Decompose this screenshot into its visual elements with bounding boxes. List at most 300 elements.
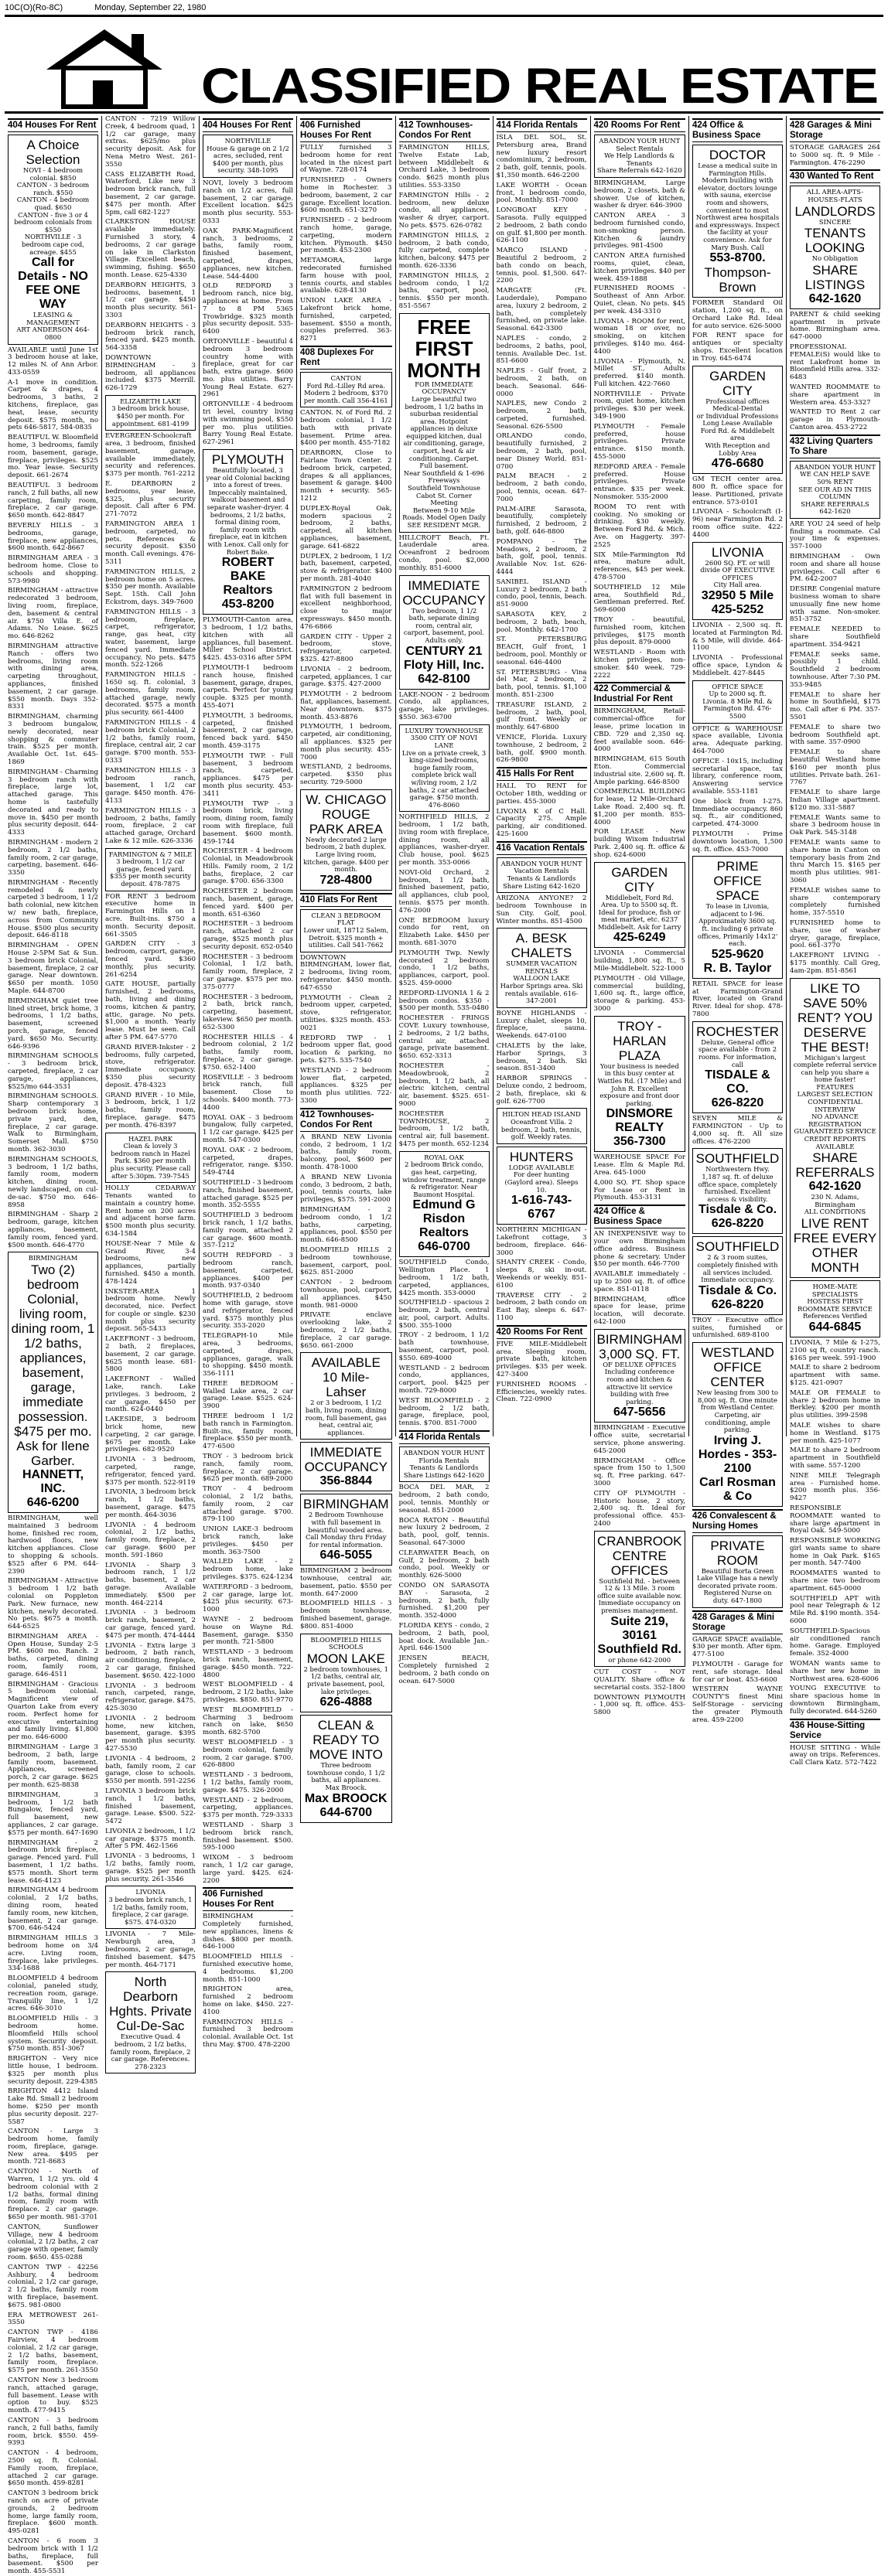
display-ad-line: LIVE RENT FREE EVERY OTHER MONTH (793, 1216, 877, 1275)
classified-ad: FURNISHED ROOMS - Efficiencies, weekly rates. Clean. 722-0900 (496, 1380, 587, 1404)
classified-ad: ROCHESTER 2 bedroom ranch, basement, garage, fenced yard. $400 per month. 651-6360 (203, 888, 293, 918)
classified-ad: COMMERCIAL BUILDING for lease, 12 Mile-Orchard Lake Road. 2,400 sq. ft. $1,200 per month. 855-4000 (593, 788, 685, 826)
classified-ad: PALM-AIRE Sarasota, beautifully, completely furnished, 2 bedroom, 2 bath, golf. 646-8800 (496, 505, 587, 537)
display-ad (300, 1494, 392, 1566)
classified-ad: WESTLAND - 3 bedroom, 1 1/2 baths, family room, garage. $475. 326-2000 (203, 1771, 293, 1794)
classified-ad: BIRMINGHAM, Large bedroom, 2 closets, bath & shower. Use of kitchen, washer & dryer. 646-3900 (593, 179, 685, 210)
classified-ad: LIVONIA 3 bedroom brick ranch, 1 1/2 baths, finished basement, garage. Lease. $500. 522-5472 (105, 1787, 196, 1826)
display-ad-line: NO ADVANCE REGISTRATION (808, 1113, 862, 1128)
display-ad-line: 642-1620 (808, 291, 862, 305)
classified-ad: A BRAND NEW Livonia condo, 2 bedroom, 1 1/2 baths, family room, balcony, pool, $600 per month. 478-1000 (300, 1133, 392, 1172)
classified-ad: ORLANDO condo, beautifully furnished, 2 bedroom, 2 bath, pool, near Disney World. 851-0700 (496, 432, 587, 471)
classified-ad: DEARBORN, Close to Fairlane Town Center. 2 bedroom brick, carpeted, drapes & all appliances, basement & garage. $400 month + security. 565-1212 (300, 449, 392, 503)
display-ad-line: CREDIT REPORTS AVAILABLE (804, 1135, 866, 1150)
display-ad-line: LUXURY TOWNHOUSE (405, 726, 483, 734)
classified-ad: WATERFORD - 3 bedroom, 2 car garage, large lot. $425 plus security. 673-1000 (203, 1583, 293, 1614)
display-ad-line: CLEAN & READY TO MOVE INTO (309, 1718, 383, 1763)
display-ad-line: Your business is needed in this busy center at Wattles Rd. (17 Mile) and John R. Excellent exposure and front door parking. (597, 1061, 681, 1107)
classified-ad: ROYAL OAK - 2 bedroom, carpeted, drapes, refrigerator, range. $350. 549-4744 (203, 1146, 293, 1177)
display-ad-line: BIRMINGHAM (303, 1497, 389, 1512)
classified-ad: PLYMOUTH-1 bedroom ranch house, finished basement, garage, drapes, carpets. Perfect for young couple. $325 per month. 455-4071 (203, 663, 293, 710)
display-ad-line: NOVI - 4 bedroom colonial. $850 (22, 166, 84, 182)
display-ad-line: SOUTHFIELD (695, 1151, 780, 1167)
classified-ad: EVERGREEN-Schoolcraft area, 3 bedroom, finished basement, garage, available immediately, security and references. $375 per month. 761-2212 (105, 432, 196, 479)
display-ad-line: HAZEL PARK (128, 1134, 172, 1143)
column-6 (494, 116, 591, 1436)
display-ad-line: Oceanfront Villa. 2 bedroom, 2 bath, tennis, golf. Weekly rates. (500, 1118, 582, 1141)
display-ad-line: ROOMMATE SERVICE (797, 1304, 873, 1313)
display-ad-line: A Choice Selection (26, 138, 80, 167)
classified-ad: CANTON, Sunflower Village, new 4 bedroom colonial, 2 1/2 baths, 2 car garage with opener, family room. $650. 455-0288 (8, 2223, 98, 2262)
classified-ad: CONDO ON SARASOTA BAY - Sarasota, 2 bedroom, 2 bath, fully furnished. $1,200 per month. 352-4000 (398, 1581, 490, 1620)
classified-ad: TROY - Executive office suites, furnished or unfurnished. 689-8100 (692, 1316, 783, 1340)
classified-ad: CUT COST - NOT QUALITY. Share office & secretarial costs. 352-1800 (593, 1668, 685, 1692)
classified-ad: WEST BLOOMFIELD - 2 bedroom, 2 1/2 bath, garage, fireplace, pool, tennis. $700. 851-7000 (398, 1396, 490, 1428)
classified-ad: LIVONIA, 3 bedroom brick ranch, 1 1/2 baths, basement, garage. $475 per month. 464-3036 (105, 1488, 196, 1519)
display-ad (8, 1252, 98, 1513)
classified-ad: WIXOM - 3 bedroom ranch, 1 1/2 car garage, large yard. $425. 624-2200 (203, 1854, 293, 1885)
display-ad-line: Near Southfield & 1-696 Freeways (403, 469, 485, 485)
classified-ad: BIRMINGHAM - 2 bedroom brick fireplace, garage. Fenced yard. Full basement, 1 1/2 baths. $575 month. Short term lease. 646-4123 (8, 1838, 98, 1885)
classified-ad: LIVONIA - Commercial building, 1,800 sq. ft., 5 Mile-Middlebelt. 522-1000 (593, 949, 685, 973)
display-ad (399, 1151, 490, 1258)
classified-ad: PROFESSIONAL FEMALE(S) would like to rent Lakefront home in Bloomfield Hills area. 332-6483 (790, 342, 880, 382)
display-ad-line: Lease a medical suite in Farmington Hills. Modern building with elevator, doctors lounge with sauna, exercise room and showers, convenient to most Northwest area hospitals and expressways. Inspect the facility at your convenience. Ask for Mary Bush. Call (695, 162, 780, 251)
classified-ad: LIVONIA K of C Hall. Capacity 275. Ample parking, air conditioned. 425-1600 (496, 807, 587, 838)
display-ad (692, 145, 783, 298)
classified-ad: CLEARWATER Beach, on Gulf, 2 bedroom, 2 bath condo, pool. Weekly or monthly. 626-5000 (398, 1549, 490, 1580)
section-heading: 420 Rooms For Rent (497, 1325, 587, 1339)
classified-ad: A-1 move in condition. Carpet & drapes, 4 bedrooms, 3 baths, 2 kitchens, fireplace, gas heat, lease, security deposit. $575 month, no pets 646-5817, 584-0835 (8, 378, 98, 432)
classified-ad: BIRMINGHAM - 2 bedroom condo, 1 1/2 baths, carpeting, appliances, pool. $550 per month. 646-8500 (300, 1206, 392, 1245)
classified-ad: BRIGHTON 4412 Island Lake Rd. Small 2 bedroom home. $250 per month plus security deposit. 227-5587 (8, 2087, 98, 2126)
display-ad-line: CANTON - 4 bedroom quad. $650 (16, 196, 90, 211)
classified-ad: BIRMINGHAM 4 bedroom colonial, 2 1/2 baths, dining room, heated family room, new kitchen, basement, 2 car garage. $700. 646-5424 (8, 1886, 98, 1933)
classified-ad: RESPONSIBLE ROOMMATE wanted to share large apartment in Royal Oak. 549-5000 (790, 1504, 880, 1535)
classified-ad: REDFORD AREA - Female preferred. House privileges. Private entrance. $35 per week. Nonsmoker. 535-2000 (593, 462, 685, 502)
classified-ad: NORTHERN MICHIGAN - Lakefront cottage, 3 bedroom, fireplace. 646-3000 (496, 1226, 587, 1257)
classified-ad: GRAND RIVER-Inkster - 2 bedrooms, fully carpeted, stove, refrigerator. Immediate occupancy. $350 plus security deposit. 478-4323 (105, 1043, 196, 1089)
display-ad (300, 372, 392, 407)
display-ad-line: 626-8220 (711, 1096, 764, 1110)
classified-ad: OFFICE & WAREHOUSE space available, Livonia area. Adequate parking. 464-7000 (692, 724, 783, 755)
classified-columns (5, 115, 883, 2576)
display-ad-line: Deluxe, General office space available - from 2 rooms. For information, call (698, 1038, 777, 1068)
display-ad-line: 626-4888 (319, 1695, 373, 1709)
display-ad-line: SEE OUR AD IN THIS COLUMN (798, 485, 872, 501)
classified-ad: A BRAND NEW Livonia condo, 3 bedroom, 2 bath, pool, tennis courts, lake privileges, $575. 591-2000 (300, 1173, 392, 1205)
classified-ad: SOUTHFIELD Condo, Wellington Place. 1 bedroom, 1 1/2 bath, carpeted, appliances, $425 month. 353-0000 (398, 1259, 490, 1297)
classified-ad: FEMALE wants same to share home in Canton on temporary basis from 2nd thru March 15. $165 per month plus utilities. 981-3060 (790, 838, 880, 884)
display-ad-line: LEASING & MANAGEMENT (26, 311, 80, 326)
page-header (5, 3, 235, 12)
display-ad-line: 647-5656 (613, 1406, 666, 1419)
display-ad-line: Lower unit, 18712 Salem, Detroit. $325 month + utilities. Call 541-7662 (303, 925, 389, 949)
classified-ad: BIRMINGHAM - Attractive 3 bedroom 1 1/2 bath colonial on Poppleton Park. New furnace, new kitchen, newly decorated. No pets. $675 a month. 644-6525 (8, 1577, 98, 1631)
display-ad-line: OFFICE SPACE (712, 682, 763, 690)
display-ad-line: HANNETT, INC. (22, 1467, 84, 1495)
classified-ad: WESTERN WAYNE COUNTY'S finest Mini Self-Storage - servicing the greater Plymouth area. 459-2200 (692, 1685, 783, 1724)
classified-ad: BIRMINGHAM - modern 2 bedroom, 2 1/2 baths, family room, 2 car garage, carpeting, basement. 646-3350 (8, 838, 98, 877)
classified-ad: MARGATE (Ft. Lauderdale), Pompano area, luxury 2 bedroom, 2 bath, completely furnished, on private lake. Seasonal. 642-3300 (496, 287, 587, 333)
classified-ad: BIRMINGHAM, Retail-commercial-office for lease, prime location in CBD. 729 and 2,350 sq. feet available soon. 646-4000 (593, 707, 685, 754)
display-ad (497, 857, 587, 893)
classified-ad: DOWNTOWN PLYMOUTH - 1,000 sq. ft. office. 453-5800 (593, 1693, 685, 1717)
display-ad-line: 2 Bedroom Townhouse with full basement in beautiful wooded area. Call Monday thru Friday for rental information. (305, 1511, 387, 1549)
classified-ad: FARMINGTON HILLS, Twelve Estate Lab, between Middlebelt & Orchard Lake, 3 bedroom condo. $625 month plus utilities. 553-3350 (398, 144, 490, 189)
display-ad-line: 10 Mile-Lahser (323, 1370, 370, 1400)
classified-ad: CANTON - 3 bedroom ranch, 2 full baths, family room, brick. $550. 459-9393 (8, 2416, 98, 2448)
classified-ad: DOWNTOWN BIRMINGHAM - 3 bedroom, all appliances included. $375 Merrill. 626-1729 (105, 353, 196, 393)
classified-ad: ARIZONA ANYONE? 2 bedroom Townhouse in Sun City. Golf, pool. Winter months. 851-4500 (496, 894, 587, 925)
display-ad-line: FEATURES (816, 1082, 854, 1091)
display-ad-line: City Hall area. (713, 581, 762, 589)
display-ad (594, 135, 686, 178)
display-ad-line: IMMEDIATE OCCUPANCY (304, 1445, 388, 1475)
display-ad-line: 453-8200 (221, 598, 275, 612)
display-ad-line: LIKE TO SAVE 50% RENT? YOU DESERVE THE BEST! (797, 980, 873, 1055)
display-ad (692, 680, 783, 724)
classified-ad: WESTLAND - Room with kitchen privileges, non-smoker. $40 week. 729-2222 (593, 649, 685, 680)
classified-ad: NAPLES - Gulf front, 2 bedroom, 2 bath, on beach. Seasonal. 646-0000 (496, 367, 587, 398)
classified-ad: MALE to share 2 bedroom apartment in Southfield with same. 557-1200 (790, 1446, 880, 1470)
display-ad-line: LANDLORDS (794, 203, 876, 219)
classified-ad: STORAGE GARAGES 264 to 5000 sq. ft. 9 Mile - Farmington. 476-2290 (790, 144, 880, 167)
classified-ad: DOWNTOWN BIRMINGHAM, lower flat, 2 bedrooms, living room, refrigerator. $450 month. 647-6550 (300, 953, 392, 992)
classified-ad: GARDEN CITY - Upper 2 bedroom, stove, refrigerator, carpeted. $325. 427-8800 (300, 632, 392, 663)
classified-ad: TROY - 3 bedroom brick ranch, family room, fireplace, 2 car garage. $625 per month. 689-2000 (203, 1453, 293, 1484)
display-ad-line: 425-6249 (613, 931, 666, 945)
display-ad-line: 2 bedroom townhouses, 1 1/2 baths, central air, private basement, pool, lake privileges. (303, 1665, 388, 1695)
display-ad (203, 135, 293, 178)
classified-ad: TRAVERSE CITY - 2 bedroom, 2 bath condo on East Bay, sleeps 6. 647-1100 (496, 1291, 587, 1322)
classified-ad: SOUTHFIELD 12 Mile area, Southfield Rd., Gentleman preferred. Ref. 569-6000 (593, 583, 685, 615)
classified-ad: WESTLAND - Sharp 3 bedroom brick ranch, finished basement. $500. 595-1000 (203, 1821, 293, 1852)
display-ad-line: 644-6700 (319, 1805, 373, 1819)
classified-ad: MALE wishes to share home in Westland. $175 per month. 425-1077 (790, 1421, 880, 1445)
section-heading: 430 Wanted To Rent (790, 169, 880, 183)
display-ad-line: SINCERE (818, 217, 852, 226)
classified-ad: BLOOMFIELD HILLS 2 bedroom townhouse, basement, carport, pool. $625. 851-2000 (300, 1245, 392, 1277)
top-rule (5, 15, 883, 17)
masthead-rule (5, 111, 883, 114)
display-ad-line: Select Rentals (616, 144, 664, 152)
classified-ad: BIRMINGHAM, office space for lease, prime location, will decorate. 642-1000 (593, 1295, 685, 1326)
classified-ad: CANTON TWP - 4186 Fairview, 4 bedroom colonial, 2 1/2 car garage, 2 1/2 baths, basement, family room, fireplace. $575 per month. 261-3550 (8, 2329, 98, 2375)
display-ad-line: A. BESK CHALETS (511, 931, 572, 961)
classified-ad: SHANTY CREEK - Condo, sleeps 8, ski in-out. Weekends or weekly. 851-6100 (496, 1259, 587, 1290)
display-ad-line: 644-6845 (808, 1320, 862, 1334)
classified-ad: POMPANO - The Meadows, 2 bedroom, 2 bath, golf, pool, tennis. Available Nov. 1st. 626-4444 (496, 537, 587, 577)
classified-ad: FURNISHED ROOMS - Southeast of Ann Arbor. Quiet, clean. No pets. $45 per week. 434-3310 (593, 285, 685, 315)
classified-ad: BEVERLY HILLS - 3 bedrooms, garage, fireplace, new appliances, $600 month. 642-8667 (8, 522, 98, 553)
section-heading: 406 Furnished Houses For Rent (203, 1887, 293, 1911)
display-ad-line: BIRMINGHAM (28, 1254, 78, 1262)
display-ad (790, 978, 880, 1279)
classified-ad: GM TECH center area. 800 ft. office space for lease. Partitioned, private entrance. 573-0101 (692, 475, 783, 506)
classified-ad: PARENT & child seeking apartment in private home. Birmingham area. 647-0000 (790, 310, 880, 342)
display-ad-line: 646-5055 (319, 1549, 373, 1562)
display-ad-line: Medical-Dental (712, 404, 763, 413)
classified-ad: WESTLAND - 2 bedroom, carpeting, appliances. $375 per month. 729-3333 (203, 1796, 293, 1820)
classified-ad: FURNISHED - Owners home in Rochester. 3 bedroom, basement, 2 car garage. Excellent location. $600 month. 651-3270 (300, 176, 392, 215)
classified-ad: SOUTHFIELD - 3 bedroom ranch, finished basement, attached garage. $525 per month. 352-5555 (203, 1178, 293, 1210)
display-ad (497, 1108, 587, 1143)
display-ad-line: Edmund G Risdon Realtors (412, 1198, 476, 1240)
classified-ad: GARAGE SPACE available, $30 per month. After 6pm. 477-5100 (692, 1635, 783, 1659)
classified-ad: ROCHESTER - 3 bedroom ranch, attached 2 car garage, $525 month plus security deposit. 652-0540 (203, 920, 293, 951)
display-ad-line: Professional offices (705, 397, 770, 405)
classified-ad: FOR RENT space for antiques or specialty shops. Excellent location in Troy. 645-6474 (692, 332, 783, 363)
classified-ad: BIRMINGHAM - Own room and share all house privileges. Call after 6 PM. 642-2007 (790, 553, 880, 584)
classified-ad: SOUTHFIELD 3 bedroom brick ranch, 1 1/2 baths, family room, attached 2 car garage. $600 month. 357-1212 (203, 1211, 293, 1250)
classified-ad: AN INEXPENSIVE way to your own Birmingham office address. Business phone & secretary. Under $50 per month. 646-7700 (593, 1230, 685, 1269)
classified-ad: BLOOMFIELD HILLS - 3 bedroom townhouse, finished basement, garage. $800. 851-4000 (300, 1600, 392, 1630)
classified-ad: TROY - beautiful, furnished room, kitchen privileges, $175 month plus deposit. 879-0000 (593, 616, 685, 647)
section-heading: 424 Office & Business Space (692, 118, 783, 142)
column-1 (5, 116, 102, 2576)
classified-ad: WAYNE - 2 bedroom house on Wayne Rd. Basement, garage. $350 per month. 721-5800 (203, 1616, 293, 1647)
section-heading: 416 Vacation Rentals (497, 841, 587, 855)
section-heading: 436 House-Sitting Service (790, 1719, 880, 1743)
classified-ad: BOCA DEL MAR, 2 bedroom, 2 bath condo, pool, tennis. Monthly or seasonal. 851-2000 (398, 1484, 490, 1515)
section-heading: 422 Commercial & Industrial For Rent (594, 682, 686, 706)
display-ad-line: 646-6200 (26, 1495, 80, 1509)
display-ad-line: CANTON (330, 373, 362, 382)
classified-ad: OFFICE - 10x15, including secretarial space, tax library, conference room, Answering service available. 553-1181 (692, 757, 783, 796)
classified-ad: AVAILABLE immediately - up to 2500 sq. ft. of office space. 851-0118 (593, 1270, 685, 1293)
display-ad-line: ROCHESTER (696, 1024, 779, 1039)
section-heading: 426 Convalescent & Nursing Homes (692, 1509, 783, 1533)
classified-ad: LIVONIA - ROOM for rent, woman 18 or over, no smoking, on kitchen privileges. $140 mo. 464-4400 (593, 317, 685, 356)
display-ad (790, 461, 880, 519)
classified-ad: BIRMINGHAM 2 bedroom townhouse, central air, basement, patio. $550 per month. 647-2000 (300, 1567, 392, 1598)
display-ad-line: OF DELUXE OFFICES (603, 1360, 677, 1368)
classified-ad: HILLCROFT Beach, Ft. Lauderdale area. Oceanfront 2 bedroom condo, pool. $2,000 monthly. 851-6000 (398, 533, 490, 572)
classified-ad: LIVONIA - Sharp 3 bedroom ranch, 1 1/2 baths, basement, 2 car garage. Available immediately. $500 per month. 464-2214 (105, 1561, 196, 1607)
classified-ad: AVAILABLE until June 1st 3 bedroom house at lake, 12 miles N. of Ann Arbor. 433-0559 (8, 346, 98, 377)
classified-ad: HOLLY CEDARWAY Tenants wanted to maintain a country home. Rent home on 200 acres and adjacent horse farm. $500 month plus security. 634-1584 (105, 1184, 196, 1238)
display-ad-line: Middlebelt, Ford Rd. Area. Up to 5500 sq. ft. Ideal for produce, fish or meat market, etc. 6237 Middlebelt. Ask for Larry (598, 893, 681, 931)
classified-ad: CANTON - 4 bedroom, 2500 sq. ft. Colonial. Family room, fireplace, attached 2 car garage. $650 month. 459-8281 (8, 2449, 98, 2488)
classified-ad: THREE BEDROOM - Walled Lake area, 2 car garage. Lease. $525. 624-3900 (203, 1379, 293, 1411)
classified-ad: MALE OR FEMALE to share 2 bedroom home in Berkley. $200 per month plus utilities. 399-2598 (790, 1389, 880, 1420)
classified-ad: BIRMINGHAM quiet tree lined street, brick home, 3 bedrooms, 1 1/2 baths, basement, screened porch, garage, fenced yard. $650 Mo. Security. 646-9396 (8, 997, 98, 1051)
classified-ad: ROSEVILLE - 3 bedroom brick ranch, full basement. Close to schools. $400 month. 773-4400 (203, 1073, 293, 1112)
classified-ad: FARMINGTON HILLS, 2 bedroom, 2 bath condo, fully carpeted, complete kitchen, balcony. $475 per month. 626-3336 (398, 231, 490, 270)
display-ad-line: Harbor Springs area. Ski rentals available. 616-347-2001 (500, 982, 583, 1005)
classified-ad: TROY - 4 bedroom colonial, 2 1/2 baths, family room, 2 car attached garage. $700. 879-1100 (203, 1485, 293, 1524)
display-ad-line: With Reception and Lobby Area (705, 441, 770, 457)
section-heading: 404 Houses For Rent (203, 118, 293, 132)
classified-ad: CANTON 3 bedroom brick ranch on acre of private grounds, 2 bedroom home, large family room, fireplace. $600 month. 495-0281 (8, 2489, 98, 2536)
display-ad-line: LIVONIA (711, 544, 764, 560)
display-ad-line: 1,187 sq. ft. of deluxe office space, completely furnished. Excellent access & visibility. (698, 1173, 777, 1203)
classified-ad: LONGBOAT KEY - Sarasota. Fully equipped 2 bedroom, 2 bath condo on gulf. $1,800 per month. 626-1100 (496, 206, 587, 245)
display-ad-line: LARGEST SELECTION (797, 1090, 873, 1099)
page-code: 10C(O)(Ro-8C) (5, 3, 63, 12)
display-ad-line: CRANBROOK CENTRE OFFICES (596, 1533, 682, 1578)
classified-ad: LIVONIA - 4 bedroom colonial, 2 1/2 baths, family room, fireplace, 2 car garage. $600 per month. 591-1860 (105, 1521, 196, 1559)
classified-ad: FEMALE to share two bedroom Southfield apt. with same. 357-0900 (790, 723, 880, 747)
classified-ad: VENICE, Florida. Luxury townhouse, 2 bedroom, 2 bath, golf. $900 month. 626-9800 (496, 733, 587, 765)
classified-ad: CANTON New 3 bedroom ranch, attached garage, full basement. Lease with option to buy. $525 month. 477-9415 (8, 2377, 98, 2415)
classified-ad: LAKEFRONT - Walled Lake, ranch. Lake privileges. 3 bedroom, 2 car garage. $450 per month. 624-0440 (105, 1375, 196, 1414)
classified-ad: SOUTHFIELD, 2 bedroom home with garage, stove and refrigerator, fenced yard. $375 monthly plus security. 353-2020 (203, 1292, 293, 1331)
classified-ad: PLYMOUTH-Canton area, 3 bedroom, 1 1/2 baths, kitchen with all appliances, full basement. Miller School District. $425. 453-0316 after 5PM (203, 616, 293, 663)
classified-ad: FURNISHED home to share, use of washer dryer, garage, fireplace, pool. 661-3770 (790, 918, 880, 950)
display-ad (692, 1342, 783, 1507)
classified-ad: LIVONIA 2 bedroom, 1 1/2 car garage. $375 month. After 5 PM. 462-1566 (105, 1827, 196, 1851)
classified-ad: BIRMINGHAM AREA - Open House, Sunday 2-5 PM. $600 mo. Ranch. 2 baths, carpeted, dining room, family room, garage. 646-4511 (8, 1632, 98, 1678)
classified-ad: LIVONIA - Extra large 3 bedroom, 2 bath ranch, air conditioning, fireplace, 2 car garage, finished basement. $650. 422-1000 (105, 1641, 196, 1680)
display-ad-line: We Help Landlords & Tenants (604, 152, 675, 167)
display-ad-line: DOCTOR (709, 148, 767, 162)
classified-ad: BLOOMFIELD HILLS - furnished executive home, 4 bedrooms. $1,200 month. 851-1000 (203, 1953, 293, 1984)
classified-ad: RETAIL SPACE for lease at Farmington-Grand River, located on Grand River. Ideal for shop. 478-7800 (692, 980, 783, 1019)
display-ad-line: ART ANDERSON 464-0800 (16, 325, 90, 341)
classified-ad: PLYMOUTH - 2 bedroom flat, appliances, basement. Near downtown. $375 month. 453-8876 (300, 690, 392, 721)
classified-ad: SOUTHFIELD APT with pool near Telegraph & 12 Mile Rd. $190 month. 354-6000 (790, 1594, 880, 1626)
classified-ad: NOVI-Old Orchard, 2 bedroom, 1 1/2 bath, finished basement, patio, all appliances, club pool, tennis. $575 per month. 476-2000 (398, 868, 490, 915)
section-heading: 408 Duplexes For Rent (300, 346, 392, 370)
column-3 (200, 116, 297, 2050)
display-ad (790, 1280, 880, 1337)
classified-ad: BIRMINGHAM, charming 3 bedroom bungalow, newly decorated, near shopping & commuter train. $525 per month. Available Oct. 1st. 645-1869 (8, 713, 98, 766)
classified-ad: WEST BLOOMFIELD - 4 bedroom, 2 1/2 baths, lake privileges. $850. 851-9770 (203, 1681, 293, 1704)
display-ad-line: FIRST MONTH (407, 336, 481, 382)
classified-ad: NORTHFIELD HILLS, 2 bedroom, 1 1/2 bath, living room with fireplace, dining room, all appliances, washer-dryer. Club house, pool. $625 per month. 353-0066 (398, 813, 490, 867)
classified-ad: SOUTH REDFORD - 3 bedroom ranch, basement, carpeted, appliances. $400 per month. 937-0340 (203, 1252, 293, 1290)
classified-ad: LAKE WORTH - Ocean front, 1 bedroom condo, pool. Monthly. 851-7000 (496, 181, 587, 205)
display-ad-line: Three bedroom townhouse condo, 1 1/2 baths, all appliances. Max Broock. (306, 1761, 385, 1791)
display-ad-line: Beautiful Borta Green Lake Village has a newly decorated private room. Registered Nurse on duty. 647-1800 (696, 1566, 779, 1605)
section-heading: 414 Florida Rentals (497, 118, 587, 132)
display-ad-line: AVAILABLE (311, 1355, 381, 1371)
display-ad-line: 356-8844 (319, 1474, 373, 1488)
column-7 (591, 116, 690, 1717)
classified-ad: CITY OF PLYMOUTH - Historic house, 2 story, 2,400 sq. ft. Ideal for professional office. 453-2400 (593, 1489, 685, 1528)
classified-ad: LIVONIA - Schoolcraft (I-96) near Farmington Rd. 2 room office suite. 422-4400 (692, 508, 783, 539)
classified-ad: INKSTER-AREA 1 bedroom home. Newly decorated, nice. Perfect for couple or single. $230 month plus security deposit. 565-5433 (105, 1287, 196, 1334)
display-ad-line: 525-9620 (711, 947, 764, 961)
classified-ad: ROOM TO rent with cooking. No smoking or drinking. $30 weekly. Between Ford Rd. & Mich. Ave. on Haggerty. 397-2525 (593, 503, 685, 549)
display-ad-line: NORTHVILLE (224, 137, 272, 145)
classified-ad: ONE BEDROOM luxury condo for rent, on Elizabeth Lake. $450 per month. 681-3070 (398, 916, 490, 948)
classified-ad: BRIGHTON area, furnished 2 bedroom home on lake. $450. 227-4100 (203, 1985, 293, 2016)
classified-ad: PLYMOUTH - Clean 2 bedroom upper, carpeted, stove, refrigerator, utilities. $325 month. 453-0021 (300, 993, 392, 1032)
classified-ad: PALM BEACH - 2 bedroom, 2 bath condo, pool, tennis, ocean. 647-7000 (496, 472, 587, 503)
classified-ad: PLYMOUTH, 3 bedrooms, carpeted, finished basement, 2 car garage, fenced back yard. $450 month. 459-3175 (203, 711, 293, 750)
classified-ad: REDFORD-LIVONIA 1 & 2 bedroom condos. $350 - $500 per month. 535-0480 (398, 989, 490, 1013)
classified-ad: CANTON TWP - 42256 Ashbury, 4 bedroom colonial, 2 1/2 car garage, 2 1/2 baths, family room with fireplace, basement. $675. 981-0800 (8, 2263, 98, 2309)
classified-ad: PLYMOUTH, 1 bedroom, carpeted, air conditioning, all appliances. $325 per month plus security. 455-7000 (300, 723, 392, 762)
classified-ad: SOUTHFIELD-Spacious air conditioned ranch home. Garage. Employed female. 352-4000 (790, 1627, 880, 1658)
classified-ad: FURNISHED - 2 bedroom ranch home, garage, carpeting, modern kitchen. Plymouth. $450 per month. 453-2300 (300, 216, 392, 255)
display-ad-line: 626-8220 (711, 1297, 764, 1311)
display-ad-line: ABANDON YOUR HUNT (794, 462, 876, 471)
classified-ad: ROOMMATES wanted to share nice two bedroom apartment. 645-0000 (790, 1569, 880, 1593)
classified-ad: ROCHESTER - FRINGS COVE Luxury townhouse, 2 bedrooms, 2 1/2 baths, central air, attached garage, private basement. $650. 652-3313 (398, 1014, 490, 1061)
classified-ad: MALE to share 2 bedroom apartment with same. $125. 421-0907 (790, 1364, 880, 1387)
classified-ad: E. DEARBORN 2 bedrooms, year lease, $325, plus security deposit. Call after 6 PM. 271-7072 (105, 480, 196, 519)
display-ad-line: 646-0700 (418, 1240, 470, 1254)
display-ad-line: HOME-MATE SPECIALISTS (811, 1283, 859, 1298)
column-4 (297, 116, 396, 1819)
display-ad-line: No Obligation (811, 254, 859, 263)
display-ad-line: 642-8100 (418, 672, 470, 686)
classified-ad: TELEGRAPH-10 Mile area, 3 bedrooms, carpeted, drapes, appliances, garage, walk to shopping. $450 month. 356-1111 (203, 1332, 293, 1378)
display-ad-line: FOR IMMEDIATE OCCUPANCY (415, 380, 473, 396)
display-ad-line: Max BROOCK (304, 1791, 388, 1805)
display-ad-line: CENTURY 21 Floty Hill, Inc. (403, 644, 484, 672)
display-ad-line: Southfield Rd. - between 12 & 13 Mile. 3 room office suite available now. Immediate occupancy on premises management. (597, 1576, 682, 1615)
classified-ad: CASS ELIZABETH Road, Waterford, Like new 3 bedroom brick ranch, full basement, 2 car garage. $475 per month. After 5pm, call 682-1227 (105, 170, 196, 216)
classified-ad: CANTON AREA furnished rooms, quiet, clean, kitchen privileges. $40 per week. 459-1888 (593, 252, 685, 283)
classified-ad: WEST BLOOMFIELD - 3 bedroom colonial, family room, 2 car garage. $700. 626-8800 (203, 1738, 293, 1770)
display-ad-line: ABANDON YOUR HUNT (500, 859, 582, 867)
classified-ad: LIVONIA - 2,500 sq. ft. located at Farmington Rd. & 5 Mile, will divide. 464-1100 (692, 622, 783, 653)
display-ad (300, 1442, 392, 1491)
display-ad-line: 642-1620 (808, 1180, 862, 1194)
display-ad-line: Carl Rosman & Co (699, 1475, 776, 1503)
display-ad-line: W. CHICAGO ROUGE PARK AREA (306, 792, 387, 837)
display-ad (399, 724, 490, 813)
classified-ad: BIRMINGHAM - Gracious 5 bedroom colonial. Magnificent view of Quarton Lake from every room. Perfect home for executive entertaining and family living. $1,800 per mo. 646-6000 (8, 1680, 98, 1742)
classified-ad: BIRMINGHAM SCHOOLS. Sharp contemporary 3 bedroom brick home, private yard, den, fireplace, 2 car garage. Walk to Birmingham, Somerset Mall. $750 month. 362-3030 (8, 1092, 98, 1153)
section-heading: 406 Furnished Houses For Rent (300, 118, 392, 142)
classified-ad: WALLED LAKE - 2 bedroom home, lake privileges. $375. 624-1234 (203, 1558, 293, 1582)
display-ad-line: PRIME OFFICE SPACE (713, 859, 762, 904)
display-ad-line: Tenants & Landlords (507, 874, 576, 882)
classified-ad: WANTED TO Rent 2 car garage in Plymouth-Canton area. 453-2722 (790, 408, 880, 431)
column-2 (102, 115, 200, 2070)
display-ad-line: 2600 SQ. FT. or will divide OF EXECUTIVE OFFICES (700, 558, 775, 581)
classified-ad: ROCHESTER TOWNHOUSE, 2 bedroom, 1 1/2 bath, central air, full basement. $475 per month. 652-1234 (398, 1109, 490, 1148)
classified-ad: MARCO ISLAND - Beautiful 2 bedroom, 2 bath condo on beach, tennis, pool. $1,500. 647-2200 (496, 247, 587, 285)
display-ad-line: Northwestern Hwy. (705, 1165, 770, 1174)
display-ad (692, 366, 783, 475)
classified-ad: DEARBORN HEIGHTS - 3 bedroom brick ranch, fenced yard. $425 month. 564-3358 (105, 321, 196, 353)
display-ad-line: Share Listing 642-1620 (503, 881, 580, 890)
classified-ad: CANTON - Large 3 bedroom home, family room, fireplace, garage. New area. $495 per month. 721-8683 (8, 2128, 98, 2166)
display-ad-line: FREE (417, 315, 471, 339)
classified-ad: WESTLAND - 2 bedroom lower flat, carpeted, appliances. $325 per month plus utilities. 722-3300 (300, 1066, 392, 1106)
display-ad-line: TENANTS LOOKING (804, 226, 866, 256)
display-ad-line: HOSTESS FIRST (807, 1297, 863, 1306)
classified-ad: FULLY furnished 3 bedroom home for rent located in the nicest part of Wayne. 728-0174 (300, 144, 392, 175)
classified-ad: FARMINGTON HILLS, 2 bedroom condo, 1 1/2 baths, carport, pool, tennis. $550 per month. 851-5567 (398, 271, 490, 310)
display-ad-line: BIRMINGHAM (596, 1331, 682, 1347)
display-ad-line: To lease in Livonia, adjacent to I-96. Approximately 3600 sq. ft. including 6 private offices, Primarily 14x12' each. (697, 902, 778, 948)
display-ad (300, 1634, 392, 1713)
display-ad-line: Southfield Townhouse Cabot St. Corner Meeting (408, 484, 480, 507)
classified-ad: ERA METROWEST 261-3550 (8, 2311, 98, 2327)
classified-ad: LIVONIA - 2 bedroom, carpeted, appliances, 1 car garage. $375. 427-2000 (300, 665, 392, 689)
classified-ad: FARMINGTON HILLS - 3 bedroom, fireplace, carpet, refrigerator, range, gas heat, city water, basement, large fenced yard. Immediate occupancy. No pets. $475 month. 522-1266 (105, 608, 196, 670)
classified-ad: FEMALE wishes same to share contemporary completely furnished home, 357-5510 (790, 886, 880, 918)
display-ad (8, 135, 98, 345)
display-ad-line: NORTHVILLE - 3 bedroom cape cod, acreage. $455 (22, 233, 84, 256)
classified-ad: BIRMINGHAM - Charming 3 bedroom ranch with fireplace, large lot, attached garage. This home is tastefully decorated and ready to move in. $450 per month plus security deposit. 644-4333 (8, 768, 98, 837)
display-ad (105, 1971, 196, 2073)
classified-ad: LAKEFRONT - 3 bedroom, 2 bath, 2 fireplaces, basement, 2 car garage. $625 month lease. 681-5800 (105, 1335, 196, 1374)
display-ad-line: LODGE AVAILABLE (508, 1163, 575, 1171)
display-ad-line: R. B. Taylor (703, 961, 772, 975)
classified-ad: FOR LEASE - New building Wixom Industrial Park. 2,400 sq. ft. office & shop. 624-6000 (593, 828, 685, 859)
display-ad-line: HILTON HEAD ISLAND (502, 1110, 581, 1119)
display-ad-line: 356-7300 (613, 1135, 666, 1149)
